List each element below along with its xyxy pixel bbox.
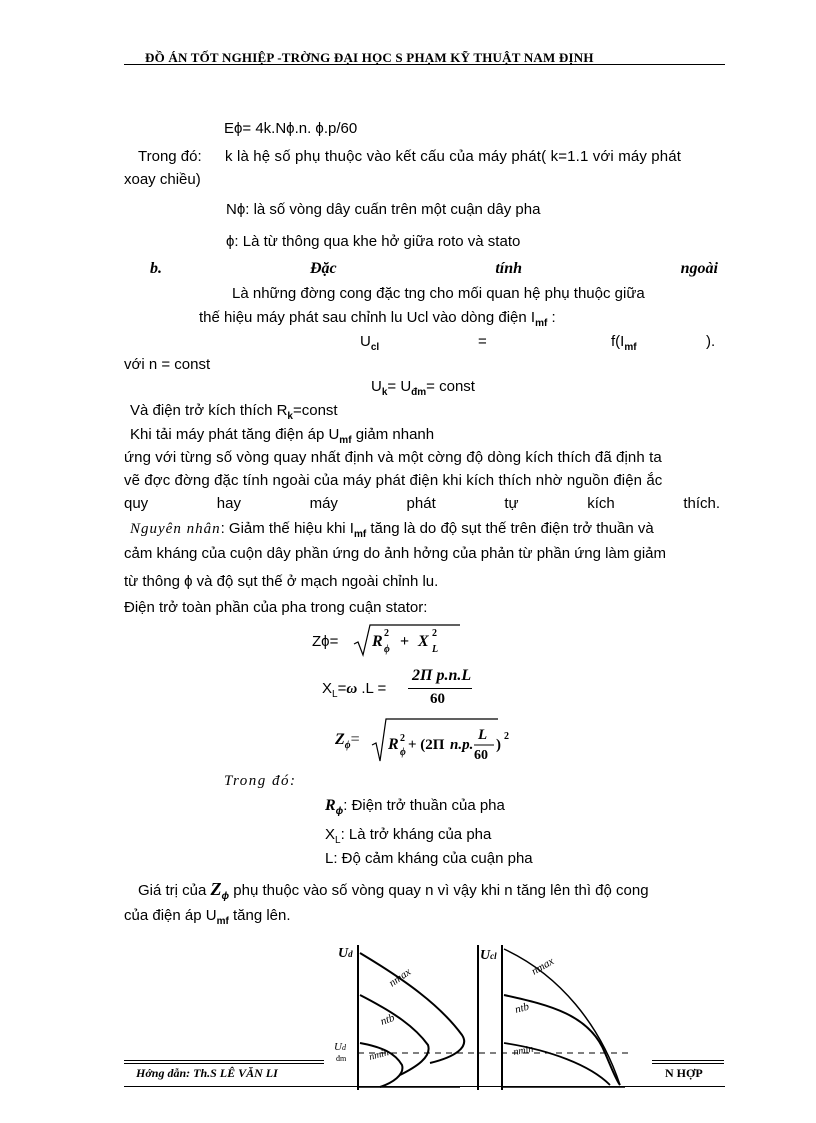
section-number: b. [150, 260, 162, 277]
svg-text:2: 2 [400, 733, 405, 744]
z2-z: Z [335, 731, 345, 748]
impedance-line: Điện trở toàn phần của pha trong cuận stator: [124, 599, 428, 616]
cause-line2: cảm kháng của cuộn dây phần ứng do ảnh hởng của phản từ phần ứng làm giảm [124, 545, 666, 562]
p1-line1: Là những đờng cong đặc tng cho mối quan hệ phụ thuộc giữa [232, 285, 645, 302]
where-k: k là hệ số phụ thuộc vào kết cấu của máy phát( k=1.1 với máy phát [225, 148, 682, 165]
eq-u-sub: cl [370, 342, 380, 353]
omega-symbol: ω [346, 681, 358, 697]
svg-text:ϕ: ϕ [400, 747, 406, 758]
z2-eq: = [350, 731, 360, 748]
svg-text:2: 2 [432, 628, 437, 639]
z2-label [335, 731, 360, 751]
z2-sub: ϕ [344, 740, 351, 752]
load-sub: mf [339, 435, 352, 446]
p2-word: kích [587, 495, 615, 512]
section-word: ngoài [680, 260, 718, 277]
p2-line1: ứng với từng số vòng quay nhất định và một cờng độ dòng kích thích đã định ta [124, 449, 662, 466]
cause-line1 [130, 520, 654, 540]
cause3-text: từ thông [124, 573, 185, 590]
svg-text:+: + [400, 633, 410, 650]
characteristic-figure [320, 935, 640, 1095]
eq-close: ). [706, 333, 716, 350]
z2-formula [370, 715, 520, 765]
rk-text: Và điện trở kích thích R [130, 402, 288, 419]
p2-line3 [124, 495, 720, 512]
cause-text: : Giảm thế hiệu khi I [220, 520, 354, 537]
footer-rule-1 [124, 1060, 324, 1061]
cause-label: Nguyên nhân [130, 521, 221, 537]
xl-fraction-num: 2Π p.n.L [412, 667, 472, 684]
svg-text:60: 60 [474, 748, 488, 763]
where-label: Trong đó: [138, 148, 202, 165]
right-curve-nmax [504, 949, 620, 1085]
right-label-nmin: nmin [512, 1043, 535, 1058]
eq-ucl [360, 333, 379, 353]
xl-fraction-den: 60 [430, 691, 445, 707]
uk-u: U [371, 378, 382, 395]
svg-text:L: L [478, 727, 488, 743]
left-label-ntb: ntb [378, 1011, 397, 1028]
svg-text:n.p.: n.p. [450, 737, 474, 753]
def-l: L: Độ cảm kháng của cuận pha [325, 850, 533, 867]
uk-eq [371, 378, 475, 398]
uk-end: = const [426, 378, 475, 395]
phi-def: ϕ: Là từ thông qua khe hở giữa roto và stato [226, 233, 521, 250]
section-word: tính [495, 260, 522, 277]
xl-label [322, 680, 386, 700]
right-label-nmax: nmax [529, 955, 557, 978]
r-sub: ϕ [335, 806, 344, 817]
def-xl-sub: L [335, 835, 341, 846]
def-r [325, 797, 505, 817]
p2-word: máy [309, 495, 338, 512]
xl-fraction-bar [408, 688, 472, 689]
eq-u: U [360, 333, 371, 350]
svg-text:ϕ: ϕ [384, 644, 390, 655]
p2-word: hay [216, 495, 241, 512]
svg-text:L: L [432, 644, 439, 655]
svg-text:2: 2 [384, 628, 389, 639]
def-xl-x: X [325, 826, 336, 843]
svg-text:R: R [372, 633, 383, 650]
section-word: Đặc [310, 260, 337, 277]
p1-text: thế hiệu máy phát sau chỉnh lu Ucl vào dòng điện I [199, 309, 536, 326]
phi-symbol: ϕ [184, 573, 193, 590]
footer-left: Hớng dẫn: Th.S LÊ VĂN LI [136, 1066, 278, 1080]
value2-sub: mf [216, 916, 229, 927]
def-xl [325, 826, 491, 846]
p2-line2: vẽ đợc đờng đặc tính ngoài của máy phát điện khi kích thích nhờ nguồn điện ắc [124, 472, 663, 489]
eq-func [611, 333, 637, 353]
z-formula-sqrt [352, 622, 462, 658]
p2-word: quy [124, 495, 149, 512]
cause3-tail: và độ sụt thế ở mạch ngoài chỉnh lu. [192, 573, 439, 590]
cause-sub: mf [353, 529, 367, 540]
where2-label: Trong đó: [224, 773, 297, 789]
xl-eq: = [337, 680, 347, 697]
value-text: Giá trị của [138, 882, 211, 899]
left-label-nmin: nmin [367, 1047, 391, 1063]
eq-f-sub: mf [624, 342, 637, 353]
page-header: ĐỒ ÁN TỐT NGHIỆP -TRỜNG ĐẠI HỌC S PHẠM KỸ THUẬT NAM ĐỊNH [145, 50, 594, 65]
value-line2 [124, 907, 291, 927]
right-axis-label: Ucl [480, 948, 497, 963]
value2-tail: tăng lên. [228, 907, 291, 924]
xl-x: X [322, 680, 333, 697]
uk-sub2: đm [411, 387, 427, 398]
z-symbol: Z [210, 879, 222, 899]
value2-text: của điện áp U [124, 907, 217, 924]
xl-l: .L = [357, 680, 387, 697]
right-label-ntb: ntb [513, 1000, 531, 1016]
z-label: Zϕ= [312, 633, 339, 650]
load-end: giảm nhanh [351, 426, 435, 443]
svg-text:+ (2Π: + (2Π [408, 737, 445, 753]
left-axis-label: Ud [338, 946, 353, 961]
def-r-text: : Điện trở thuần của pha [343, 797, 505, 814]
footer-rule-4 [652, 1063, 724, 1064]
value-tail: phụ thuộc vào số vòng quay n vì vậy khi n tăng lên thì độ cong [229, 882, 649, 899]
svg-text:R: R [388, 736, 399, 753]
n-phi-def: Nϕ: là số vòng dây cuấn trên một cuận dây pha [226, 201, 541, 218]
p1-sub: mf [535, 318, 548, 329]
p2-word: phát [406, 495, 436, 512]
xl-sub: L [332, 689, 338, 700]
cause-tail: tăng là do độ sụt thế trên điện trở thuần và [366, 520, 654, 537]
where-k-cont: xoay chiều) [124, 171, 201, 188]
uk-sub: k [381, 387, 388, 398]
load-line [130, 426, 434, 446]
r-symbol: R [325, 797, 336, 814]
with-n: với n = const [124, 356, 211, 373]
footer-rule-3 [652, 1060, 724, 1061]
p2-word: tự [504, 495, 519, 512]
svg-text:2: 2 [504, 731, 509, 742]
z-sub: ϕ [221, 891, 230, 902]
footer-rule-2 [124, 1063, 324, 1064]
uk-mid: = U [387, 378, 412, 395]
eq-f: f(I [611, 333, 625, 350]
section-title [310, 260, 718, 278]
def-xl-text: : Là trở kháng của pha [340, 826, 492, 843]
value-line1 [138, 879, 649, 902]
rk-sub: k [287, 411, 293, 422]
footer-rule-bottom [124, 1086, 725, 1087]
p1-tail: : [547, 309, 556, 326]
p1-line2 [199, 309, 556, 329]
cause-line3 [124, 573, 438, 590]
eq-equals: = [478, 333, 487, 350]
svg-text:): ) [496, 737, 501, 753]
left-label-nmax: nmax [386, 965, 414, 990]
footer-right: N HỢP [665, 1066, 703, 1080]
rk-end: =const [292, 402, 338, 419]
left-mark-sub: đm [336, 1054, 347, 1063]
left-mark-label: Ud [334, 1041, 346, 1053]
formula-e: Eϕ= 4k.Nϕ.n. ϕ.p/60 [224, 120, 358, 137]
rk-line [130, 402, 338, 422]
svg-text:X: X [418, 633, 429, 650]
load-text: Khi tải máy phát tăng điện áp U [130, 426, 340, 443]
p2-word: thích. [683, 495, 720, 512]
